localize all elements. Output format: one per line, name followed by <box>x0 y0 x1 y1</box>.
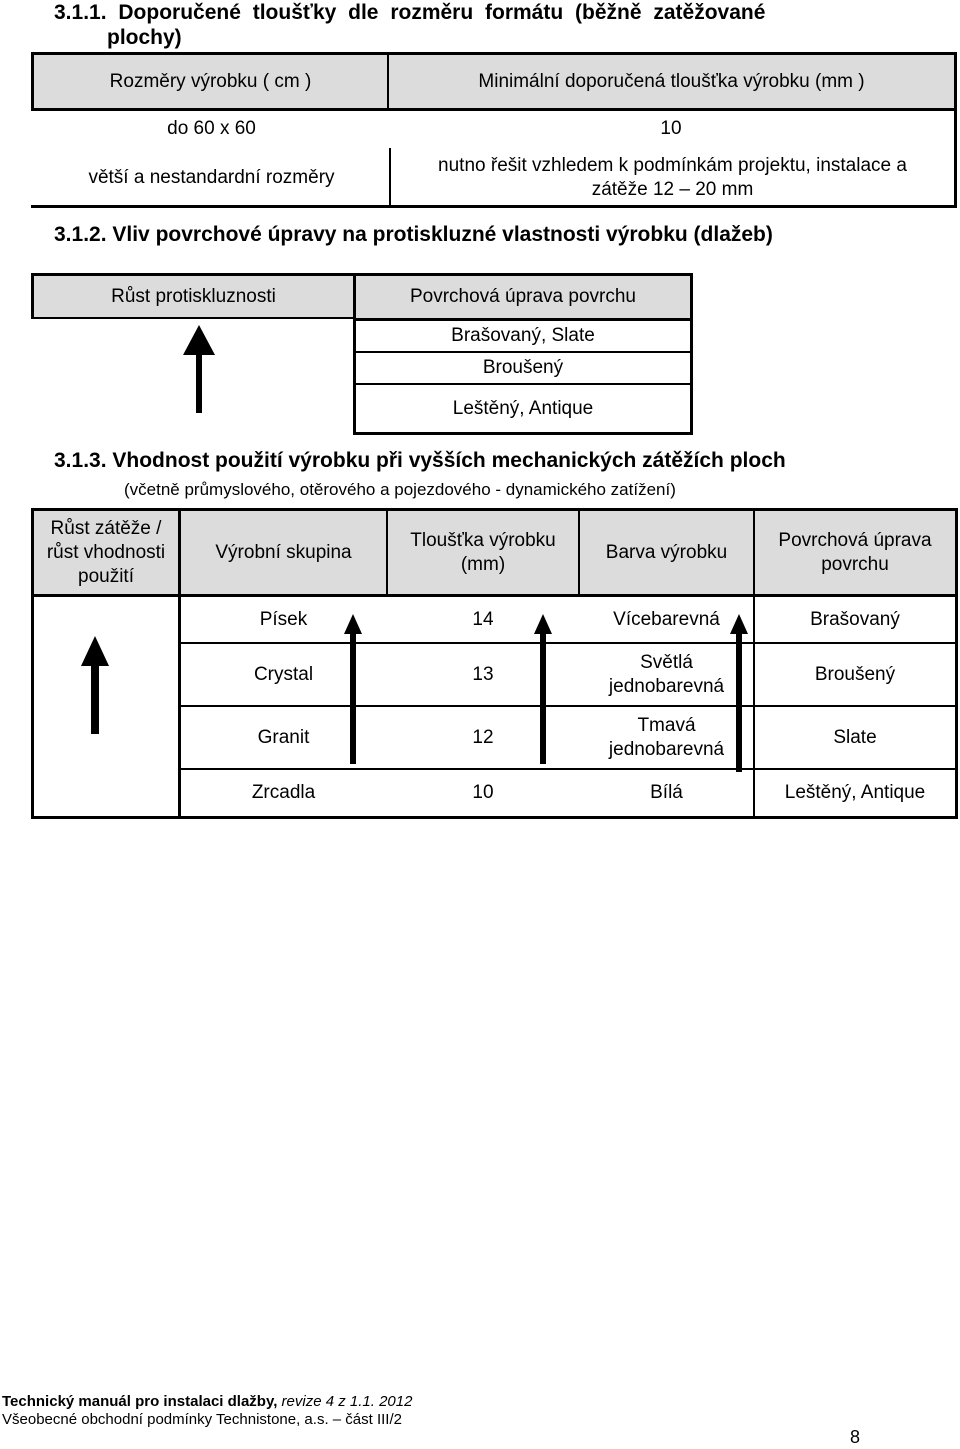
col-header-surface-line: povrchu <box>821 553 889 575</box>
table-row-thickness: 14 <box>472 608 494 630</box>
table-row-color: Vícebarevná <box>613 608 720 630</box>
list-item: Brašovaný, Slate <box>451 325 595 346</box>
footer-terms: Všeobecné obchodní podmínky Technistone, a.s. – část III/2 <box>2 1411 402 1428</box>
table-row-size: větší a nestandardní rozměry <box>88 166 335 188</box>
table-row-thickness: 10 <box>472 782 494 803</box>
table-row-thickness-note <box>391 150 954 205</box>
col-header-group: Výrobní skupina <box>215 541 352 563</box>
subheading-313: (včetně průmyslového, otěrového a pojezdového - dynamického zatížení) <box>124 480 676 499</box>
heading-311-line2: plochy) <box>107 26 182 49</box>
col-header-thickness: Minimální doporučená tloušťka výrobku (mm ) <box>478 70 865 92</box>
color-line: jednobarevná <box>608 738 725 760</box>
col-header-color: Barva výrobku <box>605 541 728 563</box>
table-row-surface: Broušený <box>814 663 896 685</box>
arrow-up-icon <box>341 614 365 764</box>
table-row-group: Písek <box>259 608 308 630</box>
col-header-size: Rozměry výrobku ( cm ) <box>109 70 312 92</box>
table-row-group: Zrcadla <box>251 782 316 803</box>
note-line2: zátěže 12 – 20 mm <box>591 178 754 200</box>
table-row-group: Granit <box>257 726 310 748</box>
arrow-up-icon <box>531 614 555 764</box>
col-header-thickness-line: (mm) <box>460 553 506 575</box>
col-header-load-line: použití <box>78 565 134 587</box>
col-header-load-line: růst vhodnosti <box>46 541 166 563</box>
color-line: jednobarevná <box>608 675 725 697</box>
heading-313: 3.1.3. Vhodnost použití výrobku při vyšších mechanických zátěžích ploch <box>54 449 786 472</box>
heading-311-line1: 3.1.1. Doporučené tloušťky dle rozměru formátu (běžně zatěžované <box>54 1 766 24</box>
note-line1: nutno řešit vzhledem k podmínkám projektu, instalace a <box>438 154 907 176</box>
table-row-group: Crystal <box>253 663 314 685</box>
table-row-size: do 60 x 60 <box>167 118 256 139</box>
col-header-slip: Růst protiskluznosti <box>111 285 276 307</box>
col-header-surface-line: Povrchová úprava <box>778 529 932 551</box>
table-312 <box>31 273 693 435</box>
footer-title <box>2 1393 412 1410</box>
list-item: Broušený <box>482 357 564 378</box>
col-header-load-line: Růst zátěže / <box>50 517 162 539</box>
table-313 <box>31 508 958 819</box>
color-line: Světlá <box>640 651 693 673</box>
col-header-surface: Povrchová úprava povrchu <box>409 286 636 307</box>
col-header-thickness <box>388 511 578 594</box>
col-header-surface <box>755 511 955 594</box>
table-311 <box>31 52 957 208</box>
arrow-up-icon <box>727 614 751 774</box>
table-row-thickness: 12 <box>472 726 494 748</box>
color-line: Tmavá <box>637 714 696 736</box>
table-row-thickness: 13 <box>472 663 494 685</box>
page-number: 8 <box>850 1427 861 1447</box>
table-row-color: Bílá <box>650 782 683 803</box>
footer-title-bold: Technický manuál pro instalaci dlažby, <box>2 1393 278 1410</box>
table-row-surface: Brašovaný <box>810 608 900 630</box>
col-header-load <box>34 511 178 594</box>
footer-revision: revize 4 z 1.1. 2012 <box>277 1393 413 1410</box>
arrow-up-icon <box>179 325 219 415</box>
col-header-thickness-line: Tloušťka výrobku <box>410 529 556 551</box>
arrow-up-icon <box>75 636 115 736</box>
table-row-surface: Leštěný, Antique <box>784 782 926 803</box>
table-row-surface: Slate <box>833 726 877 748</box>
list-item: Leštěný, Antique <box>452 398 594 419</box>
heading-312: 3.1.2. Vliv povrchové úpravy na protiskluzné vlastnosti výrobku (dlažeb) <box>54 223 773 246</box>
table-row-thickness: 10 <box>660 118 682 139</box>
